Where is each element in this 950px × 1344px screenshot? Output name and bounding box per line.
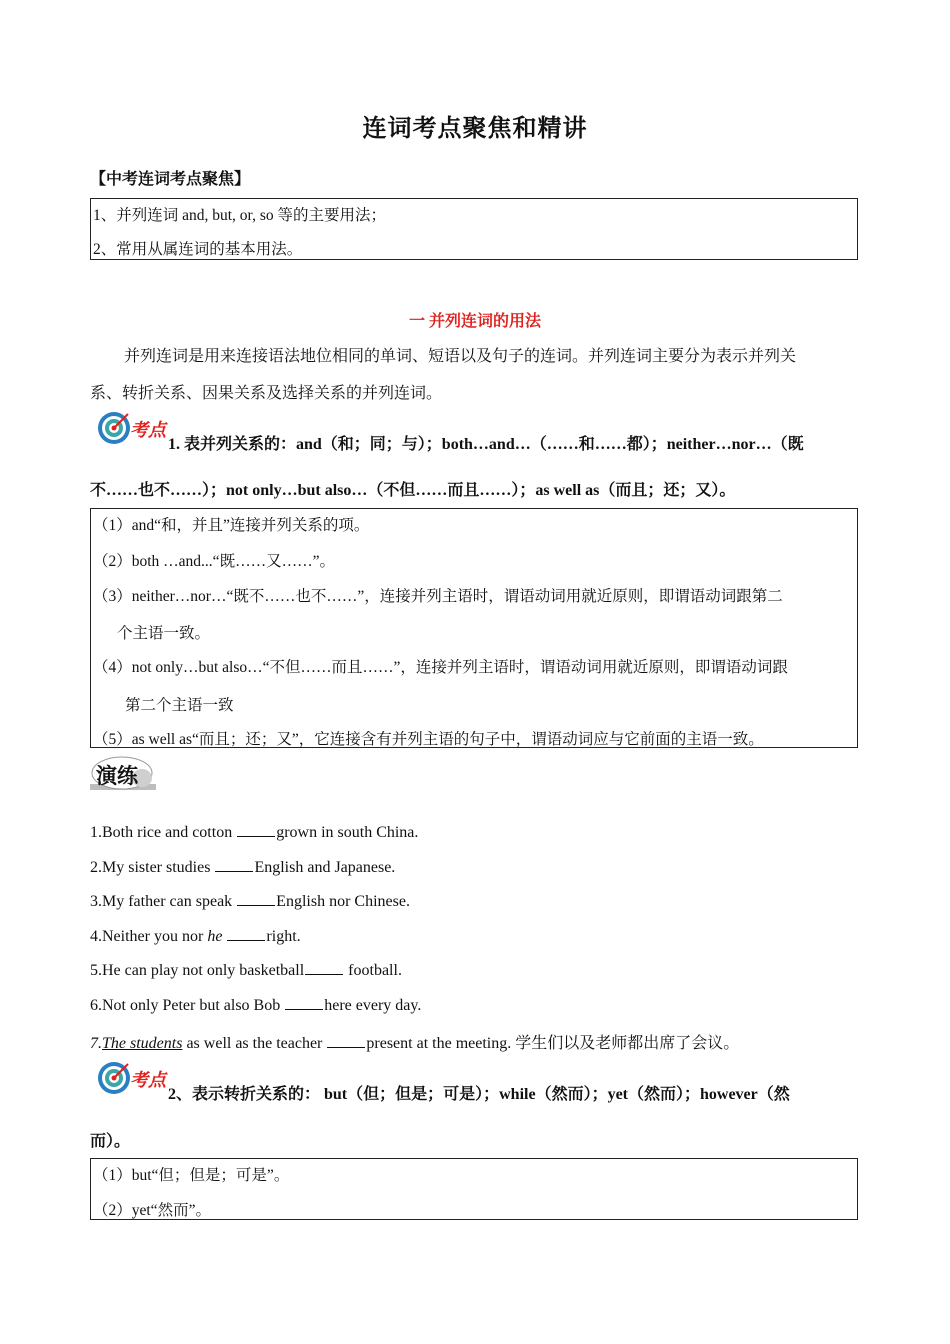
kd1-line-1: 1. 表并列关系的：and（和；同；与）；both…and…（……和……都）；neither…nor…（既 bbox=[168, 436, 804, 453]
kd2-line-1: 2、表示转折关系的： but（但；但是；可是）；while（然而）；yet（然而）；however（然 bbox=[168, 1086, 790, 1103]
rule-4-cont: 第二个主语一致 bbox=[125, 697, 234, 714]
kaodian-label: 考点 bbox=[130, 1070, 166, 1090]
exercise-2: 2.My sister studies English and Japanese. bbox=[90, 859, 396, 876]
rule-but: （1）but“但；但是；可是”。 bbox=[93, 1167, 290, 1184]
rule-yet: （2）yet“然而”。 bbox=[93, 1202, 211, 1219]
practice-badge-icon bbox=[90, 756, 156, 792]
kaodian-target-icon bbox=[96, 1058, 168, 1098]
kd1-line-2: 不……也不……）；not only…but also…（不但……而且……）；as well as（而且；还；又）。 bbox=[90, 482, 736, 499]
kaodian-label: 考点 bbox=[130, 420, 166, 440]
answer-blank[interactable] bbox=[285, 995, 323, 1010]
rule-2: （2）both …and...“既……又……”。 bbox=[93, 553, 335, 570]
exercise-7: 7.The students as well as the teacher present at the meeting. 学生们以及老师都出席了会议。 bbox=[90, 1035, 740, 1052]
rule-1: （1）and“和，并且”连接并列关系的项。 bbox=[93, 517, 370, 534]
focus-box bbox=[90, 198, 858, 260]
rule-5: （5）as well as“而且；还；又”，它连接含有并列主语的句子中，谓语动词应与它前面的主语一致。 bbox=[93, 731, 764, 748]
exercise-1: 1.Both rice and cotton grown in south China. bbox=[90, 824, 419, 841]
answer-blank[interactable] bbox=[215, 857, 253, 872]
intro-line-2: 系、转折关系、因果关系及选择关系的并列连词。 bbox=[90, 385, 443, 402]
answer-blank[interactable] bbox=[305, 960, 343, 975]
rule-4: （4）not only…but also…“不但……而且……”，连接并列主语时，谓语动词用就近原则，即谓语动词跟 bbox=[93, 659, 788, 676]
answer-blank[interactable] bbox=[327, 1033, 365, 1048]
page-title: 连词考点聚焦和精讲 bbox=[362, 116, 588, 142]
rule-3-cont: 个主语一致。 bbox=[117, 625, 211, 642]
rule-box-2 bbox=[90, 1158, 858, 1220]
kaodian-target-icon bbox=[96, 408, 168, 448]
rule-3: （3）neither…nor…“既不……也不……”，连接并列主语时，谓语动词用就近原则，即谓语动词跟第二 bbox=[93, 588, 783, 605]
exercise-5: 5.He can play not only basketball football. bbox=[90, 962, 402, 979]
exercise-4: 4.Neither you nor he right. bbox=[90, 928, 301, 945]
exercise-6: 6.Not only Peter but also Bob here every day. bbox=[90, 997, 422, 1014]
section-heading: 一 并列连词的用法 bbox=[408, 313, 541, 330]
answer-blank[interactable] bbox=[237, 891, 275, 906]
exercise-3: 3.My father can speak English nor Chinese. bbox=[90, 893, 410, 910]
kd2-line-2: 而）。 bbox=[90, 1133, 131, 1150]
answer-blank[interactable] bbox=[227, 926, 265, 941]
focus-item-2: 2、常用从属连词的基本用法。 bbox=[93, 241, 303, 258]
intro-line-1: 并列连词是用来连接语法地位相同的单词、短语以及句子的连词。并列连词主要分为表示并列关 bbox=[124, 348, 797, 365]
answer-blank[interactable] bbox=[237, 822, 275, 837]
rule-box-1 bbox=[90, 508, 858, 748]
practice-label: 演练 bbox=[96, 764, 138, 788]
focus-item-1: 1、并列连词 and, but, or, so 等的主要用法； bbox=[93, 207, 387, 224]
focus-label: 【中考连词考点聚焦】 bbox=[90, 171, 251, 188]
